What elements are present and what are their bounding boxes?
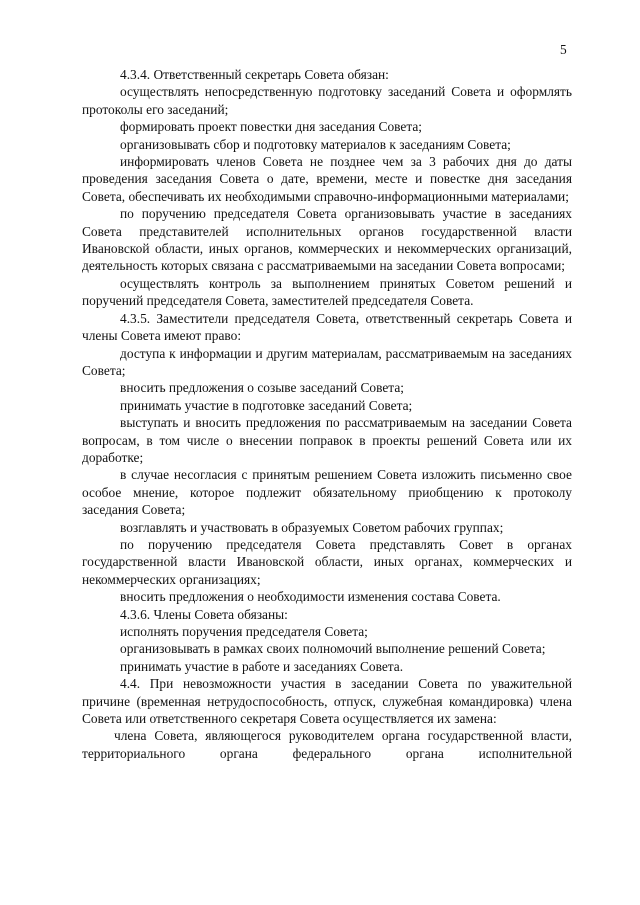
paragraph: доступа к информации и другим материалам, рассматриваемым на заседаниях Совета; — [82, 345, 572, 378]
paragraph: члена Совета, являющегося руководителем органа государственной власти, территориального органа федерального органа исполнительной — [82, 728, 572, 761]
paragraph: информировать членов Совета не позднее чем за 3 рабочих дня до даты проведения заседания Совета о дате, времени, месте и повестке дня заседания Совета, обеспечивать их необходимыми справочно-информационными материалами; — [82, 154, 572, 204]
paragraph: формировать проект повестки дня заседания Совета; — [120, 119, 423, 135]
paragraph: по поручению председателя Совета организовывать участие в заседаниях Совета представителей исполнительных органов государственной власти Ивановской области, иных органов, коммерческих и некоммерческих организаций, деятельность которых связана с рассматриваемыми на заседании Совета вопросами; — [82, 206, 572, 274]
paragraph: принимать участие в подготовке заседаний Совета; — [120, 397, 413, 413]
paragraph: осуществлять контроль за выполнением принятых Советом решений и поручений председателя Совета, заместителей председателя Совета. — [82, 275, 572, 309]
paragraph: по поручению председателя Совета представлять Совет в органах государственной власти Ивановской области, иных органах, коммерческих и некоммерческих организациях; — [82, 536, 572, 587]
paragraph: 4.3.6. Члены Совета обязаны: — [120, 606, 288, 622]
paragraph: в случае несогласия с принятым решением Совета изложить письменно свое особое мнение, которое подлежит обязательному приобщению к протоколу заседания Совета; — [82, 467, 572, 518]
paragraph: 4.4. При невозможности участия в заседании Совета по уважительной причине (временная нетрудоспособность, отпуск, служебная командировка) члена Совета или ответственного секретаря Совета осуществляется их замена: — [82, 676, 572, 727]
paragraph: организовывать в рамках своих полномочий выполнение решений Совета; — [120, 641, 546, 657]
document-body — [82, 66, 572, 762]
paragraph: принимать участие в работе и заседаниях Совета. — [120, 658, 404, 674]
page-number: 5 — [560, 42, 567, 57]
paragraph: вносить предложения о созыве заседаний Совета; — [120, 380, 404, 396]
paragraph: 4.3.4. Ответственный секретарь Совета обязан: — [120, 67, 389, 82]
paragraph: осуществлять непосредственную подготовку заседаний Совета и оформлять протоколы его заседаний; — [82, 84, 572, 117]
paragraph: организовывать сбор и подготовку материалов к заседаниям Совета; — [120, 136, 511, 152]
paragraph: 4.3.5. Заместители председателя Совета, ответственный секретарь Совета и члены Совета имеют право: — [82, 310, 572, 344]
paragraph: выступать и вносить предложения по рассматриваемым на заседании Совета вопросам, в том числе о внесении поправок в проекты решений Совета или их доработке; — [82, 415, 572, 465]
paragraph: исполнять поручения председателя Совета; — [120, 624, 368, 639]
paragraph: возглавлять и участвовать в образуемых Советом рабочих группах; — [120, 519, 504, 535]
paragraph: вносить предложения о необходимости изменения состава Совета. — [120, 589, 501, 605]
